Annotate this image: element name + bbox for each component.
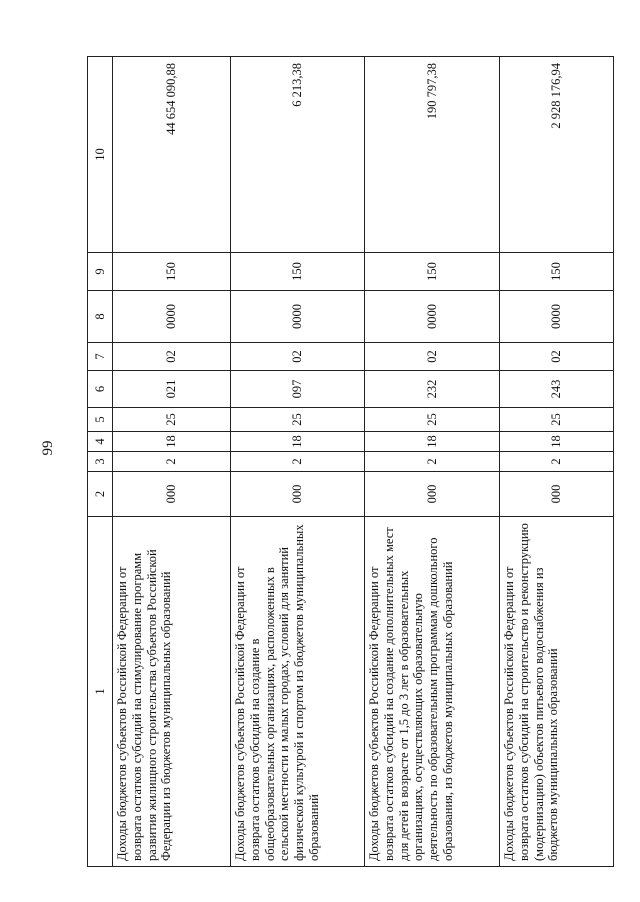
cell-economic: 150: [365, 253, 500, 291]
cell-group: 2: [231, 452, 365, 472]
cell-program: 0000: [231, 291, 365, 343]
table-wrapper: [87, 57, 564, 867]
col-header-10: 10: [88, 57, 113, 253]
cell-amount: 6 213,38: [231, 57, 365, 253]
cell-program: 0000: [365, 291, 500, 343]
row-description: Доходы бюджетов субъектов Российской Федерации от возврата остатков субсидий на создание в общеобразовательных организациях, расположенных в сельской местности и малых городах, условий для занятий физической культурой и спортом из бюджетов муниципальных образований: [231, 517, 365, 867]
cell-economic: 150: [113, 253, 231, 291]
cell-subarticle: 232: [365, 371, 500, 408]
cell-program: 0000: [113, 291, 231, 343]
row-description: Доходы бюджетов субъектов Российской Федерации от возврата остатков субсидий на создание дополнительных мест для детей в возрасте от 1,5 до 3 лет в образовательных организациях, осуществляющих образовательную деятельность по образовательным программам дошкольного образования, из бюджетов муниципальных образований: [365, 517, 500, 867]
cell-admin-code: 000: [113, 472, 231, 517]
col-header-1: 1: [88, 517, 113, 867]
revenue-table: [87, 56, 614, 867]
cell-element: 02: [365, 343, 500, 371]
cell-group: 2: [365, 452, 500, 472]
cell-amount: 44 654 090,88: [113, 57, 231, 253]
row-description: Доходы бюджетов субъектов Российской Федерации от возврата остатков субсидий на строительство и реконструкцию (модернизацию) объектов питьевого водоснабжения из бюджетов муниципальных образований: [500, 517, 614, 867]
cell-subgroup: 18: [500, 432, 614, 452]
cell-admin-code: 000: [231, 472, 365, 517]
cell-group: 2: [113, 452, 231, 472]
cell-subgroup: 18: [365, 432, 500, 452]
row-description: Доходы бюджетов субъектов Российской Федерации от возврата остатков субсидий на стимулирование программ развития жилищного строительства субъектов Российской Федерации из бюджетов муниципальных образований: [113, 517, 231, 867]
table-row: [500, 57, 614, 867]
cell-economic: 150: [500, 253, 614, 291]
cell-article: 25: [365, 408, 500, 432]
cell-subgroup: 18: [113, 432, 231, 452]
header-row: [88, 57, 113, 867]
col-header-8: 8: [88, 291, 113, 343]
cell-admin-code: 000: [500, 472, 614, 517]
cell-article: 25: [500, 408, 614, 432]
col-header-3: 3: [88, 452, 113, 472]
table-row: [113, 57, 231, 867]
col-header-5: 5: [88, 408, 113, 432]
cell-group: 2: [500, 452, 614, 472]
cell-admin-code: 000: [365, 472, 500, 517]
cell-subarticle: 243: [500, 371, 614, 408]
col-header-4: 4: [88, 432, 113, 452]
cell-article: 25: [231, 408, 365, 432]
cell-subarticle: 097: [231, 371, 365, 408]
cell-economic: 150: [231, 253, 365, 291]
cell-subgroup: 18: [231, 432, 365, 452]
cell-article: 25: [113, 408, 231, 432]
col-header-9: 9: [88, 253, 113, 291]
cell-element: 02: [113, 343, 231, 371]
col-header-6: 6: [88, 371, 113, 408]
table-row: [231, 57, 365, 867]
cell-element: 02: [231, 343, 365, 371]
cell-amount: 190 797,38: [365, 57, 500, 253]
cell-program: 0000: [500, 291, 614, 343]
page-number: 99: [40, 440, 56, 456]
cell-element: 02: [500, 343, 614, 371]
table-row: [365, 57, 500, 867]
cell-amount: 2 928 176,94: [500, 57, 614, 253]
col-header-2: 2: [88, 472, 113, 517]
col-header-7: 7: [88, 343, 113, 371]
cell-subarticle: 021: [113, 371, 231, 408]
